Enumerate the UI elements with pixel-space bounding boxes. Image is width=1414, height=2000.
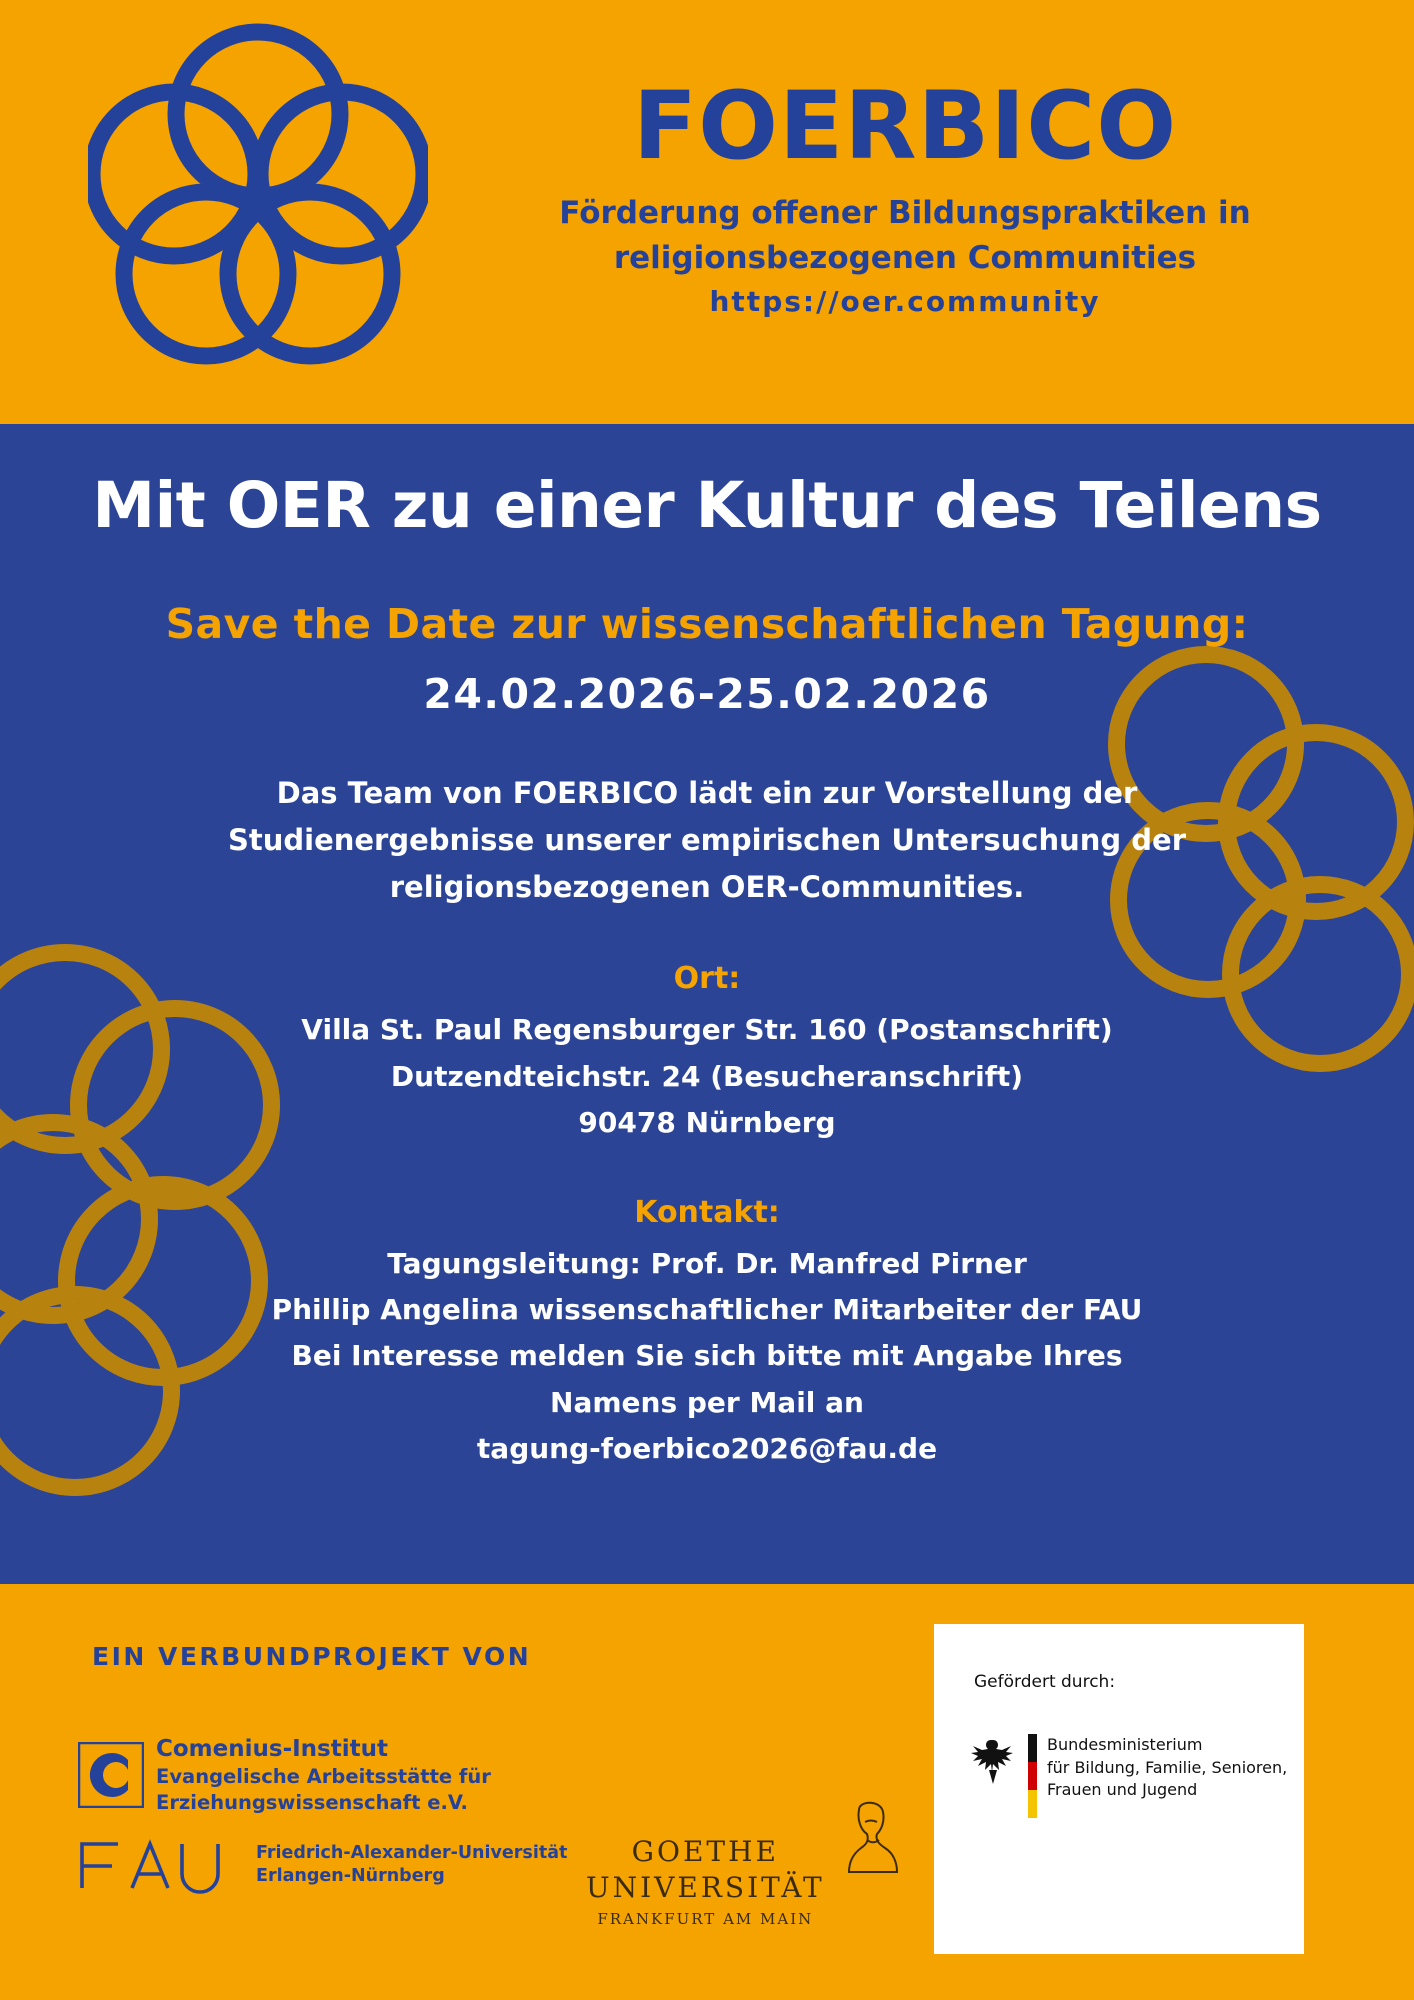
intro-line-3: religionsbezogenen OER-Communities. <box>389 870 1025 905</box>
brand-subtitle-line-2: religionsbezogenen Communities <box>613 239 1197 276</box>
location-details <box>60 1008 1354 1144</box>
page-title: Mit OER zu einer Kultur des Teilens <box>92 469 1322 542</box>
poster-main <box>0 424 1414 1584</box>
save-the-date-label: Save the Date zur wissenschaftlichen Tagung: <box>165 600 1249 649</box>
location-line-2: Dutzendteichstr. 24 (Besucheranschrift) <box>390 1059 1024 1093</box>
funding-box <box>934 1624 1304 1954</box>
germany-flag-bar <box>1028 1734 1037 1818</box>
comenius-c-logo <box>78 1742 144 1808</box>
comenius-name: Comenius-Institut <box>156 1736 388 1762</box>
bmbf-line-3: Frauen und Jugend <box>1047 1780 1198 1800</box>
goethe-universitaet-logo <box>586 1834 903 1929</box>
bmbf-line-1: Bundesministerium <box>1047 1735 1203 1754</box>
location-line-1: Villa St. Paul Regensburger Str. 160 (Postanschrift) <box>301 1013 1113 1047</box>
brand-block <box>470 72 1340 318</box>
goethe-portrait-logo <box>839 1796 903 1880</box>
fau-line-1: Friedrich-Alexander-Universität <box>256 1843 568 1864</box>
intro-line-2: Studienergebnisse unserer empirischen Untersuchung der <box>227 823 1186 858</box>
intro-line-1: Das Team von FOERBICO lädt ein zur Vorstellung der <box>276 776 1138 811</box>
contact-label: Kontakt: <box>634 1194 780 1230</box>
comenius-institut-logo <box>78 1734 491 1816</box>
five-circle-rosette-logo <box>88 22 428 392</box>
fau-logo <box>74 1836 567 1894</box>
location-line-3: 90478 Nürnberg <box>578 1106 836 1140</box>
contact-line-4: Namens per Mail an <box>550 1385 864 1419</box>
location-label: Ort: <box>673 961 741 997</box>
funded-by-label: Gefördert durch: <box>974 1672 1116 1692</box>
poster-header <box>0 0 1414 424</box>
brand-title: FOERBICO <box>632 72 1178 181</box>
fau-wordmark-logo <box>74 1836 242 1894</box>
contact-email[interactable]: tagung-foerbico2026@fau.de <box>476 1432 938 1466</box>
intro-paragraph <box>202 770 1212 911</box>
event-date-range: 24.02.2026-25.02.2026 <box>423 670 991 719</box>
bmbf-line-2: für Bildung, Familie, Senioren, <box>1047 1757 1288 1777</box>
goethe-line-2: UNIVERSITÄT <box>586 1870 825 1904</box>
comenius-line-3: Erziehungswissenschaft e.V. <box>156 1791 468 1815</box>
contact-line-2: Phillip Angelina wissenschaftlicher Mitarbeiter der FAU <box>271 1292 1143 1326</box>
main-content <box>0 424 1414 1470</box>
fau-line-2: Erlangen-Nürnberg <box>256 1866 445 1886</box>
contact-line-3: Bei Interesse melden Sie sich bitte mit Angabe Ihres <box>291 1339 1123 1373</box>
partners-label: EIN VERBUNDPROJEKT VON <box>92 1642 532 1671</box>
website-url[interactable]: https://oer.community <box>709 284 1101 318</box>
bundesadler-eagle-icon <box>968 1736 1018 1792</box>
contact-line-1: Tagungsleitung: Prof. Dr. Manfred Pirner <box>387 1246 1027 1280</box>
contact-details <box>60 1242 1354 1471</box>
poster-footer <box>0 1584 1414 2000</box>
goethe-line-1: GOETHE <box>631 1835 779 1868</box>
comenius-line-2: Evangelische Arbeitsstätte für <box>156 1765 491 1789</box>
goethe-line-3: FRANKFURT AM MAIN <box>597 1909 814 1928</box>
brand-subtitle-line-1: Förderung offener Bildungspraktiken in <box>559 194 1251 231</box>
